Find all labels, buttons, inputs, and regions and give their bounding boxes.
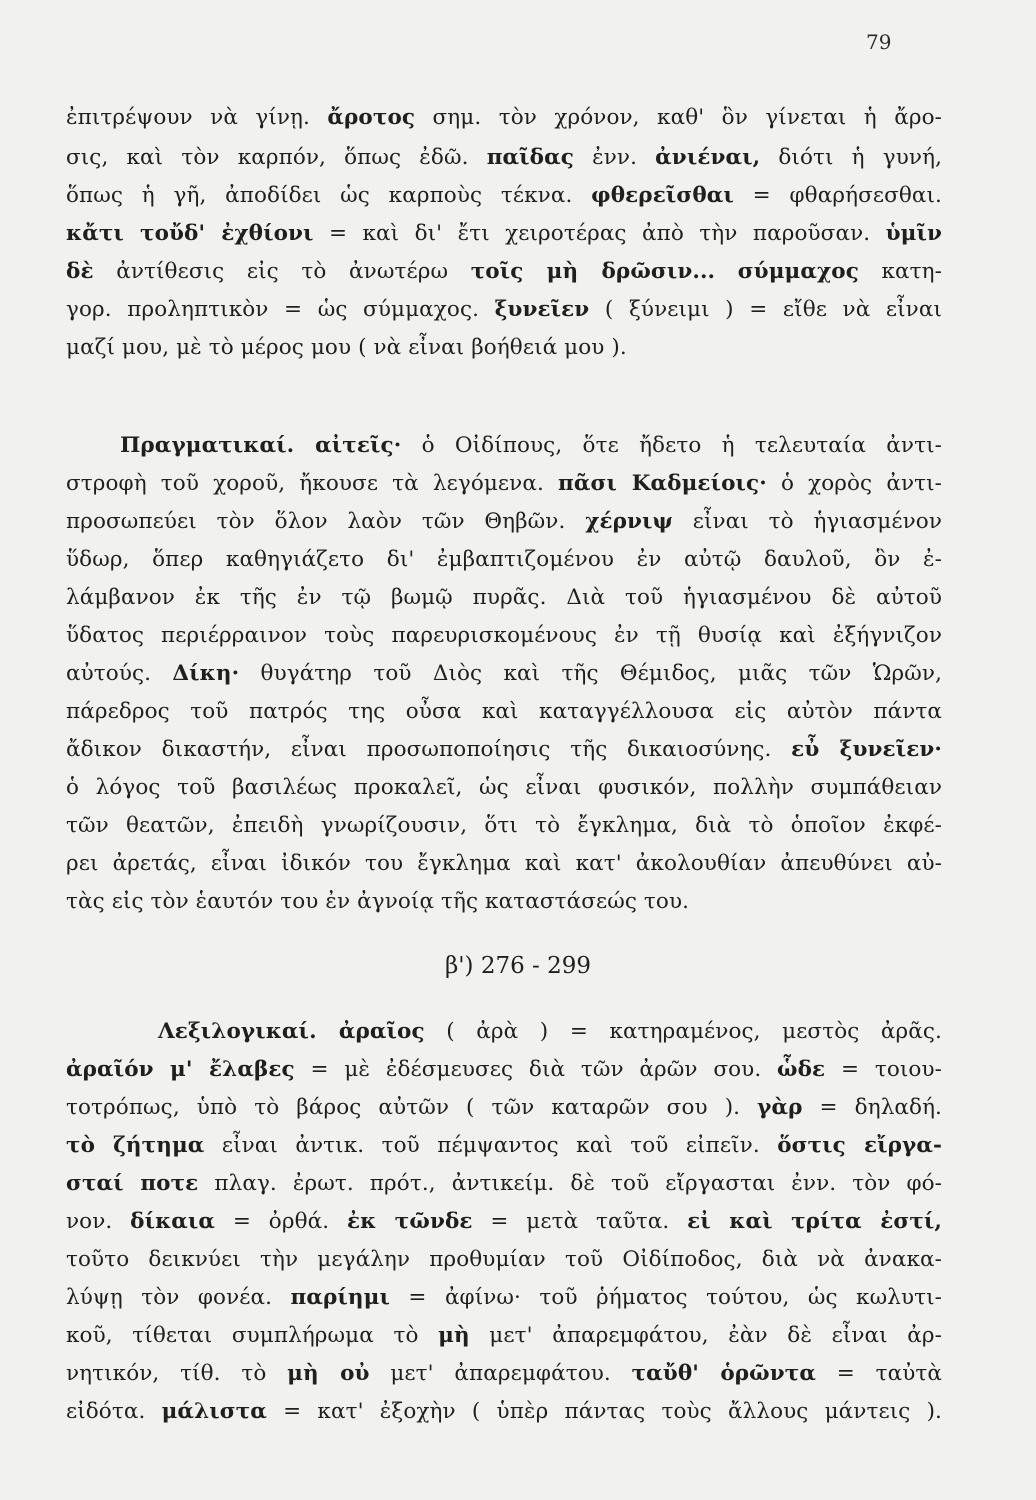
lemma: Δίκη·: [172, 661, 240, 686]
text-span: θυγάτηρ τοῦ Διὸς καὶ τῆς Θέμιδος, μιᾶς τῶν Ὡρῶν,: [239, 661, 942, 686]
lemma: χέρνιψ: [585, 509, 673, 534]
text-span: γορ. προληπτικὸν = ὡς σύμμαχος.: [66, 297, 495, 322]
text-span: νητικόν, τίθ. τὸ: [66, 1361, 288, 1386]
lemma: τὸ ζήτημα: [66, 1133, 205, 1158]
text-line: [66, 1280, 942, 1316]
text-line: [66, 1204, 942, 1240]
lemma: ἀραῖόν μ' ἔλαβες: [66, 1057, 295, 1082]
text-span: εἰδότα.: [66, 1399, 162, 1424]
text-line: [66, 216, 942, 252]
text-line: [66, 1242, 942, 1278]
text-span: = τοιου-: [825, 1057, 942, 1082]
text-span: ἐπιτρέψουν νὰ γίνῃ.: [66, 105, 328, 130]
text-span: τοτρόπως, ὑπὸ τὸ βάρος αὐτῶν ( τῶν καταρῶν σου ).: [66, 1095, 758, 1120]
text-span: πλαγ. ἐρωτ. πρότ., ἀντικείμ. δὲ τοῦ εἴργασται ἐνν. τὸν φό-: [198, 1171, 943, 1196]
lemma: ἄροτος: [327, 105, 416, 130]
text-line: [66, 1090, 942, 1126]
lemma: ὧδε: [777, 1057, 826, 1082]
text-line: [66, 1128, 942, 1164]
text-span: εἶναι ἀντικ. τοῦ πέμψαντος καὶ τοῦ εἰπεῖν.: [204, 1133, 778, 1158]
text-span: στροφὴ τοῦ χοροῦ, ἤκουσε τὰ λεγόμενα.: [66, 471, 559, 496]
lemma: ἀνιέναι,: [655, 145, 761, 170]
lemma: παῖδας: [486, 145, 574, 170]
text-span: = ταὐτὰ: [815, 1361, 942, 1386]
text-line: [66, 466, 942, 502]
page-number: 79: [866, 30, 892, 54]
lemma: ὅστις εἴργα-: [777, 1133, 942, 1158]
text-span: ὕδατος περιέρραινον τοὺς παρευρισκομένους ἐν τῇ θυσίᾳ καὶ ἐξήγνιζον: [66, 623, 942, 648]
text-line: [66, 542, 942, 578]
lemma: μὴ οὐ: [287, 1361, 370, 1386]
text-line: [66, 732, 942, 768]
text-span: αὐτούς.: [66, 661, 173, 686]
text-span: ὁ χορὸς ἀντι-: [766, 471, 942, 496]
text-span: πάρεδρος τοῦ πατρός της οὖσα καὶ καταγγέλλουσα εἰς αὐτὸν πάντα: [66, 699, 942, 724]
text-span: κοῦ, τίθεται συμπλήρωμα τὸ: [66, 1323, 439, 1348]
text-span: διότι ἡ γυνή,: [760, 145, 942, 170]
lemma: σταί ποτε: [66, 1171, 199, 1196]
lemma: εὖ ξυνεῖεν·: [791, 737, 942, 762]
text-line: [66, 618, 942, 654]
text-span: λύψῃ τὸν φονέα.: [66, 1285, 291, 1310]
lemma: δίκαια: [130, 1209, 216, 1234]
lemma: ὑμῖν: [885, 221, 942, 246]
text-line: [66, 178, 942, 214]
lemma: πᾶσι Καδμείοις·: [558, 471, 767, 496]
text-line: [66, 808, 942, 844]
text-line: [66, 656, 942, 692]
text-span: ὅπως ἡ γῆ, ἀποδίδει ὡς καρποὺς τέκνα.: [66, 183, 592, 208]
text-span: μαζί μου, μὲ τὸ μέρος μου ( νὰ εἶναι βοήθειά μου ).: [66, 335, 627, 360]
text-line: [66, 1394, 942, 1430]
lemma: ἐκ τῶνδε: [346, 1209, 473, 1234]
text-line: [66, 140, 942, 176]
text-span: = μετὰ ταῦτα.: [472, 1209, 688, 1234]
lemma: μάλιστα: [161, 1399, 267, 1424]
text-span: σημ. τὸν χρόνον, καθ' ὃν γίνεται ἡ ἄρο-: [415, 105, 942, 130]
text-line: [66, 504, 942, 540]
text-line: [66, 1356, 942, 1392]
lemma: εἰ καὶ τρίτα ἐστί,: [687, 1209, 942, 1234]
text-span: ἄδικον δικαστήν, εἶναι προσωποποίησις τῆς δικαιοσύνης.: [66, 737, 792, 762]
text-line: [66, 694, 942, 730]
text-span: τὰς εἰς τὸν ἑαυτόν του ἐν ἀγνοίᾳ τῆς καταστάσεώς του.: [66, 889, 690, 914]
text-span: προσωπεύει τὸν ὅλον λαὸν τῶν Θηβῶν.: [66, 509, 586, 534]
text-span: ( ἀρὰ ) = κατηραμένος, μεστὸς ἀρᾶς.: [424, 1019, 942, 1044]
text-line: [66, 846, 942, 882]
lemma: μὴ: [438, 1323, 470, 1348]
text-span: εἶναι τὸ ἡγιασμένον: [672, 509, 942, 534]
text-span: μετ' ἀπαρεμφάτου, ἐὰν δὲ εἶναι ἀρ-: [469, 1323, 942, 1348]
text-line: [66, 100, 942, 136]
text-span: σις, καὶ τὸν καρπόν, ὅπως ἐδῶ.: [66, 145, 487, 170]
text-span: ὁ Οἰδίπους, ὅτε ἤδετο ἡ τελευταία ἀντι-: [401, 433, 942, 458]
text-span: μετ' ἀπαρεμφάτου.: [369, 1361, 632, 1386]
lemma: σύμμαχος: [737, 259, 859, 284]
text-span: νον.: [66, 1209, 131, 1234]
lemma: φθερεῖσθαι: [591, 183, 734, 208]
lemma: τοῖς μὴ δρῶσιν...: [470, 259, 716, 284]
text-line: [66, 1318, 942, 1354]
text-line: [66, 770, 942, 806]
text-line: [120, 428, 942, 464]
text-span: = ὀρθά.: [215, 1209, 347, 1234]
text-span: = καὶ δι' ἔτι χειροτέρας ἀπὸ τὴν παροῦσαν.: [313, 221, 886, 246]
text-span: = μὲ ἐδέσμευσες διὰ τῶν ἀρῶν σου.: [294, 1057, 778, 1082]
text-span: κατη-: [858, 259, 943, 284]
text-line: [66, 1166, 942, 1202]
text-line: [66, 292, 942, 328]
lemma: ταὔθ' ὁρῶντα: [631, 1361, 816, 1386]
section-lead: Πραγματικαί. αἰτεῖς·: [120, 433, 402, 458]
text-span: λάμβανον ἐκ τῆς ἐν τῷ βωμῷ πυρᾶς. Διὰ τοῦ ἡγιασμένου δὲ αὐτοῦ: [66, 585, 942, 610]
text-span: ὁ λόγος τοῦ βασιλέως προκαλεῖ, ὡς εἶναι φυσικόν, πολλὴν συμπάθειαν: [66, 775, 942, 800]
lemma: γὰρ: [757, 1095, 803, 1120]
text-span: ἐνν.: [573, 145, 656, 170]
section-lead: Λεξιλογικαί. ἀραῖος: [158, 1019, 425, 1044]
text-span: = φθαρήσεσθαι.: [733, 183, 942, 208]
section-heading: β') 276 - 299: [444, 953, 592, 979]
text-span: τῶν θεατῶν, ἐπειδὴ γνωρίζουσιν, ὅτι τὸ ἔγκλημα, διὰ τὸ ὁποῖον ἐκφέ-: [66, 813, 942, 838]
text-span: = ἀφίνω· τοῦ ῥήματος τούτου, ὡς κωλυτι-: [389, 1285, 942, 1310]
lemma: δὲ: [66, 259, 94, 284]
text-span: ἀντίθεσις εἰς τὸ ἀνωτέρω: [93, 259, 471, 284]
lemma: κἄτι τοὔδ' ἐχθίονι: [66, 221, 314, 246]
text-span: ὕδωρ, ὅπερ καθηγιάζετο δι' ἐμβαπτιζομένου ἐν αὐτῷ δαυλοῦ, ὃν ἐ-: [66, 547, 942, 572]
text-span: τοῦτο δεικνύει τὴν μεγάλην προθυμίαν τοῦ Οἰδίποδος, διὰ νὰ ἀνακα-: [66, 1247, 942, 1272]
lemma: ξυνεῖεν: [494, 297, 590, 322]
text-span: ρει ἀρετάς, εἶναι ἰδικόν του ἔγκλημα καὶ κατ' ἀκολουθίαν ἀπευθύνει αὐ-: [66, 851, 942, 876]
text-line: [66, 254, 942, 290]
text-span: ( ξύνειμι ) = εἴθε νὰ εἶναι: [589, 297, 942, 322]
text-line: [66, 580, 942, 616]
text-span: = δηλαδή.: [802, 1095, 942, 1120]
text-line: [66, 330, 942, 366]
text-span: = κατ' ἐξοχὴν ( ὑπὲρ πάντας τοὺς ἄλλους μάντεις ).: [266, 1399, 942, 1424]
text-line: [66, 884, 942, 920]
text-line: [158, 1014, 942, 1050]
text-line: [66, 1052, 942, 1088]
text-span: [715, 259, 738, 284]
lemma: παρίημι: [290, 1285, 390, 1310]
